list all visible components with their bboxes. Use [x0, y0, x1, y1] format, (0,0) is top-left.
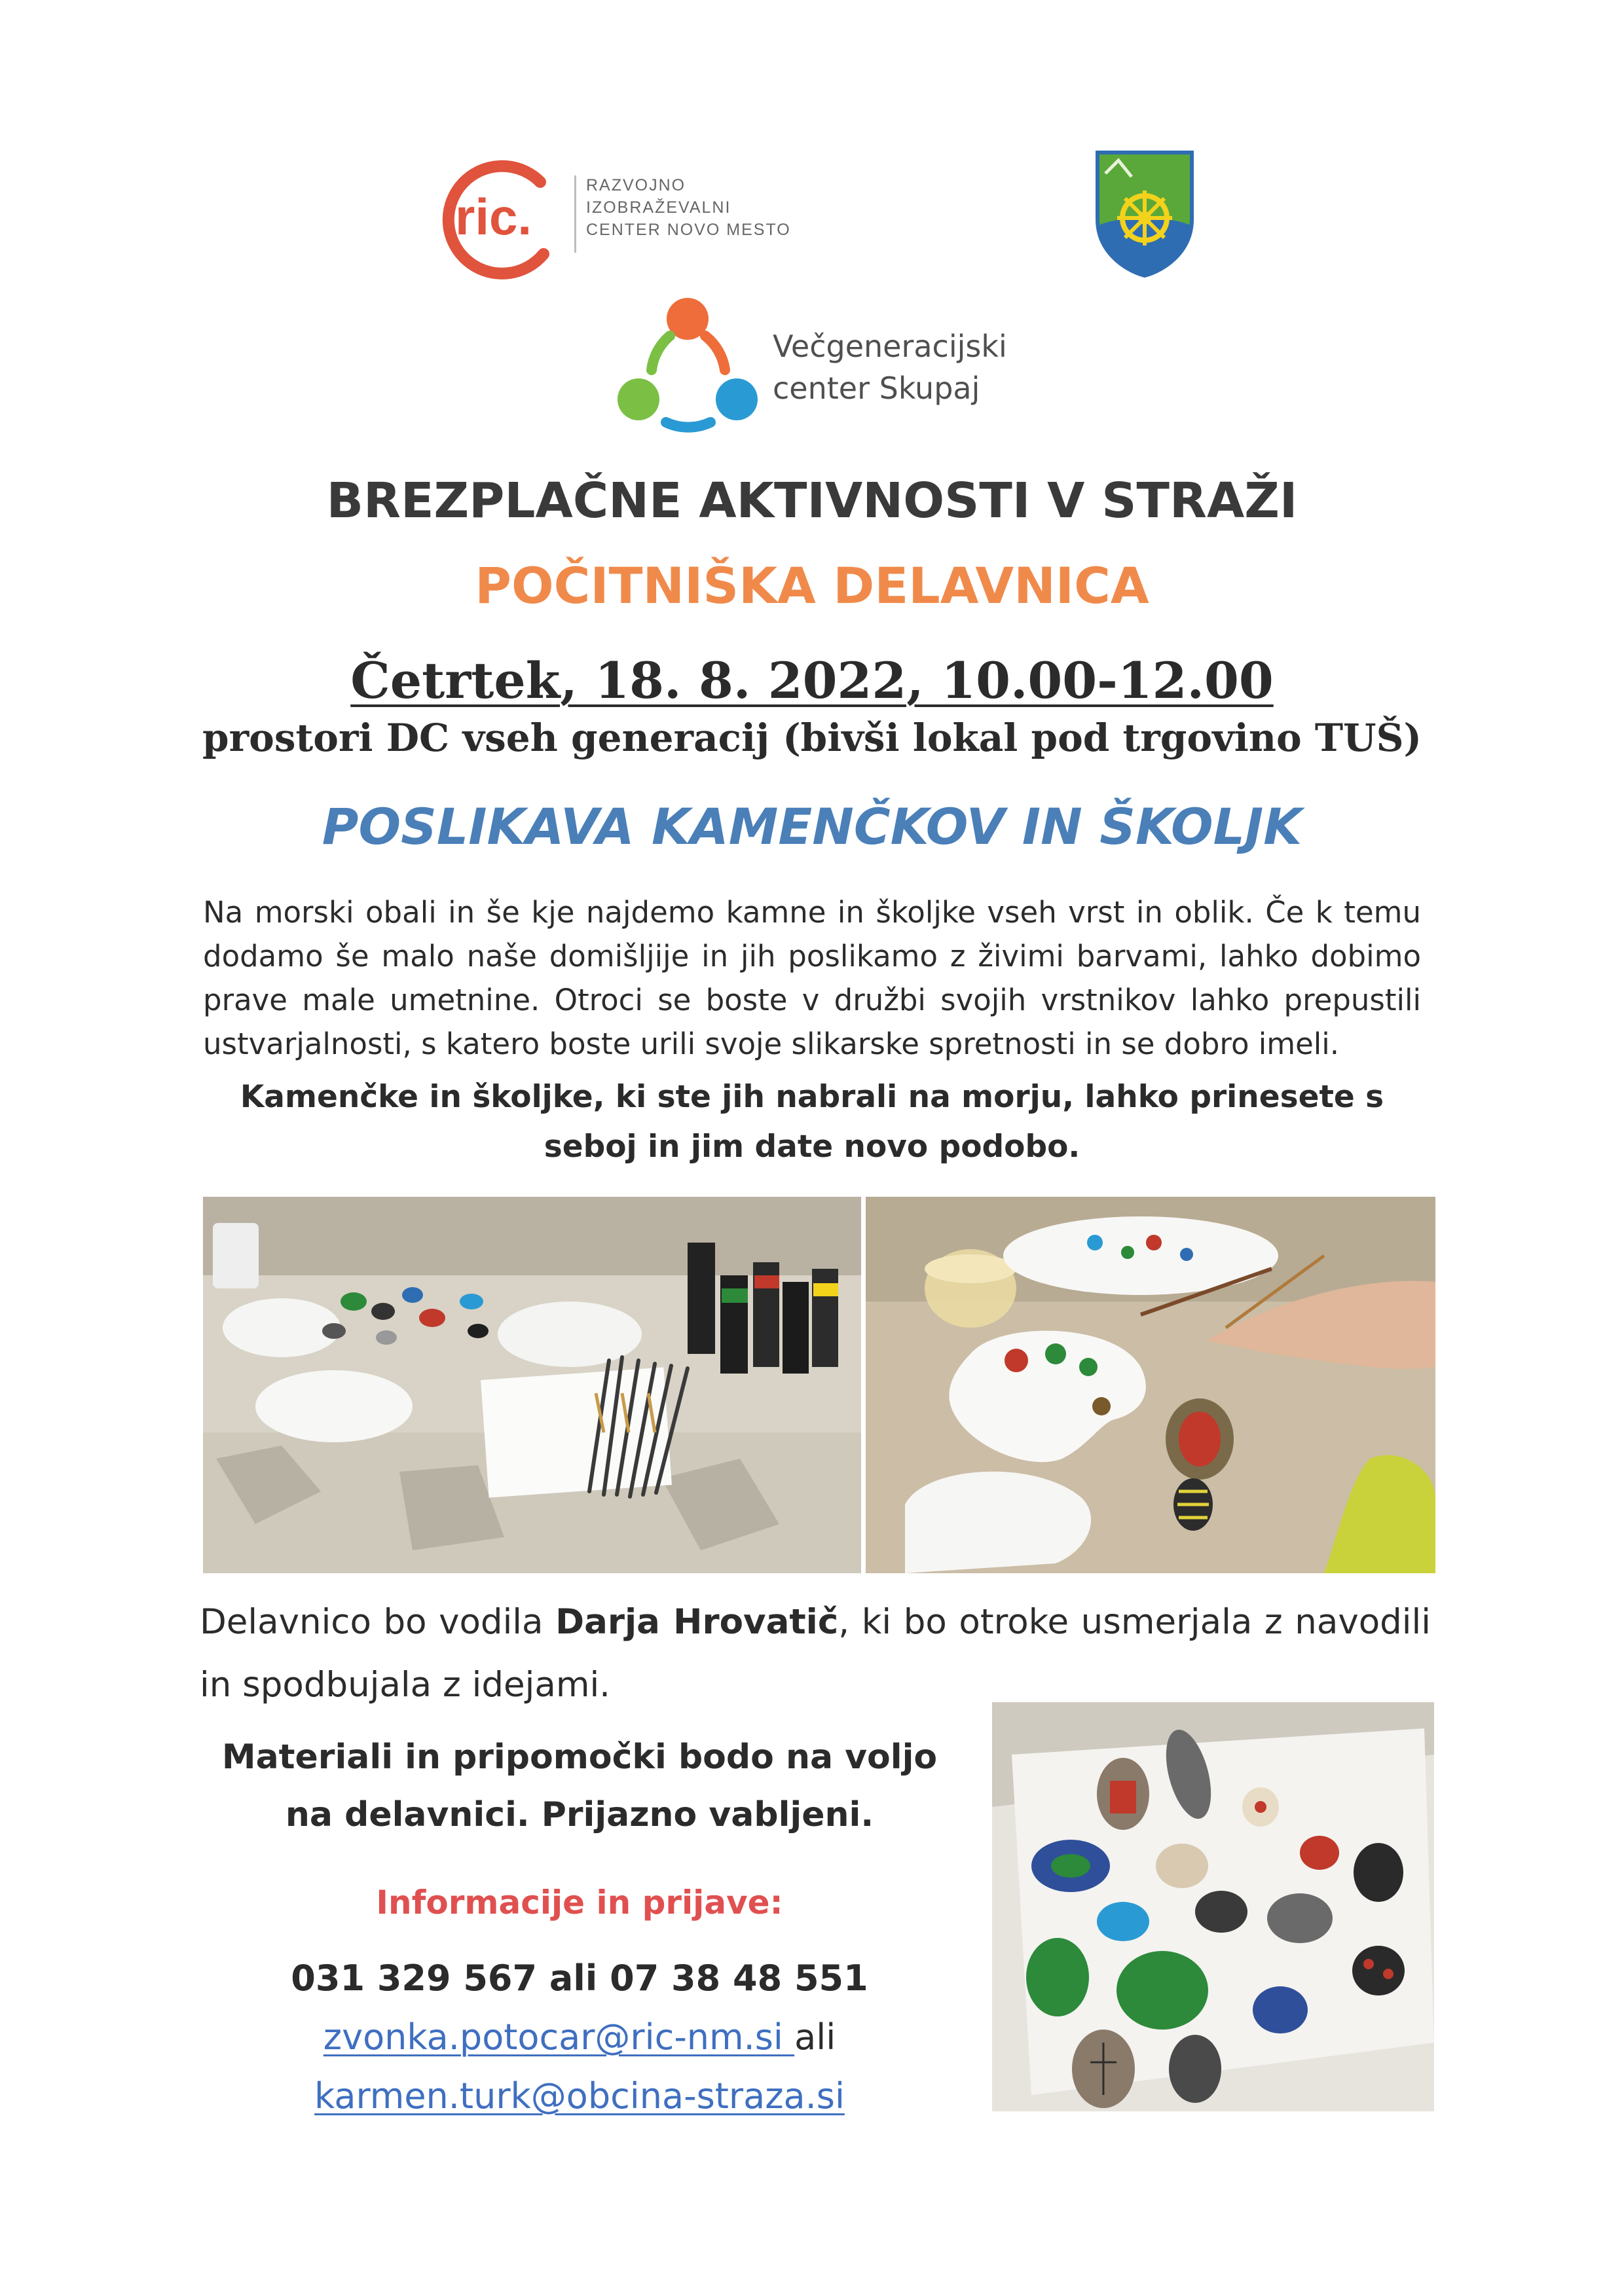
workshop-title: POSLIKAVA KAMENČKOV IN ŠKOLJK: [322, 797, 1302, 856]
ric-logo-mark-icon: [429, 156, 566, 280]
ric-logo-text: [586, 174, 791, 241]
photo-painting-table: [203, 1197, 861, 1573]
contact-phone: 031 329 567 ali 07 38 48 551: [291, 1958, 868, 1999]
contact-email-line-2: [196, 2075, 963, 2117]
photo-palette-hands: [866, 1197, 1435, 1573]
vgc-logo-mark-icon: [612, 291, 763, 442]
leader-text-before: Delavnico bo vodila: [200, 1602, 556, 1642]
contact-email-line-1: [196, 2016, 963, 2058]
info-title: Informacije in prijave:: [376, 1884, 783, 1922]
leader-name: Darja Hrovatič: [555, 1602, 839, 1642]
photo-painted-stones-illustration: [992, 1702, 1434, 2111]
photo-painted-stones: [992, 1702, 1434, 2111]
ric-logo: [429, 149, 796, 280]
ric-logo-divider: [574, 175, 576, 253]
ric-mark-text: ric.: [455, 188, 532, 246]
heading-sub: POČITNIŠKA DELAVNICA: [475, 556, 1149, 615]
vgc-logo-line-1: Večgeneracijski: [773, 329, 1007, 364]
event-date: Četrtek, 18. 8. 2022, 10.00-12.00: [350, 651, 1274, 710]
photo-palette-hands-illustration: [866, 1197, 1435, 1573]
description-text: Na morski obali in še kje najdemo kamne in školjke vseh vrst in oblik. Če k temu dodamo še malo naše domišljije in jih poslikamo z živimi barvami, lahko dobimo prave male umetnine. Otroci se boste v družbi svojih vrstnikov lahko prepustili ustvarjalnosti, s katero boste urili svoje slikarske spretnosti in se dobro imeli.: [203, 895, 1421, 1061]
heading-main: BREZPLAČNE AKTIVNOSTI V STRAŽI: [326, 473, 1298, 529]
email-joiner: ali: [794, 2016, 836, 2058]
vgc-logo: [612, 291, 1058, 442]
ric-logo-line-1: RAZVOJNO: [586, 176, 686, 194]
materials-text: Materiali in pripomočki bodo na voljo na delavnici. Prijazno vabljeni.: [221, 1738, 938, 1834]
leader-text-after: , ki bo otroke usmerjala z navodili in spodbujala z idejami.: [200, 1602, 1431, 1705]
ric-logo-line-2: IZOBRAŽEVALNI: [586, 198, 731, 217]
coat-of-arms-icon: [1092, 147, 1197, 278]
ric-logo-line-3: CENTER NOVO MESTO: [586, 221, 791, 239]
photo-painting-table-illustration: [203, 1197, 861, 1573]
vgc-logo-text: [773, 325, 1007, 409]
email-link-zvonka[interactable]: zvonka.potocar@ric-nm.si: [323, 2016, 795, 2058]
vgc-logo-line-2: center Skupaj: [773, 371, 980, 406]
email-link-karmen[interactable]: karmen.turk@obcina-straza.si: [314, 2075, 845, 2117]
leader-text: [200, 1591, 1431, 1717]
event-place: prostori DC vseh generacij (bivši lokal pod trgovino TUŠ): [202, 716, 1422, 760]
description-bold-text: Kamenčke in školjke, ki ste jih nabrali na morju, lahko prinesete s seboj in jim date novo podobo.: [240, 1079, 1384, 1165]
